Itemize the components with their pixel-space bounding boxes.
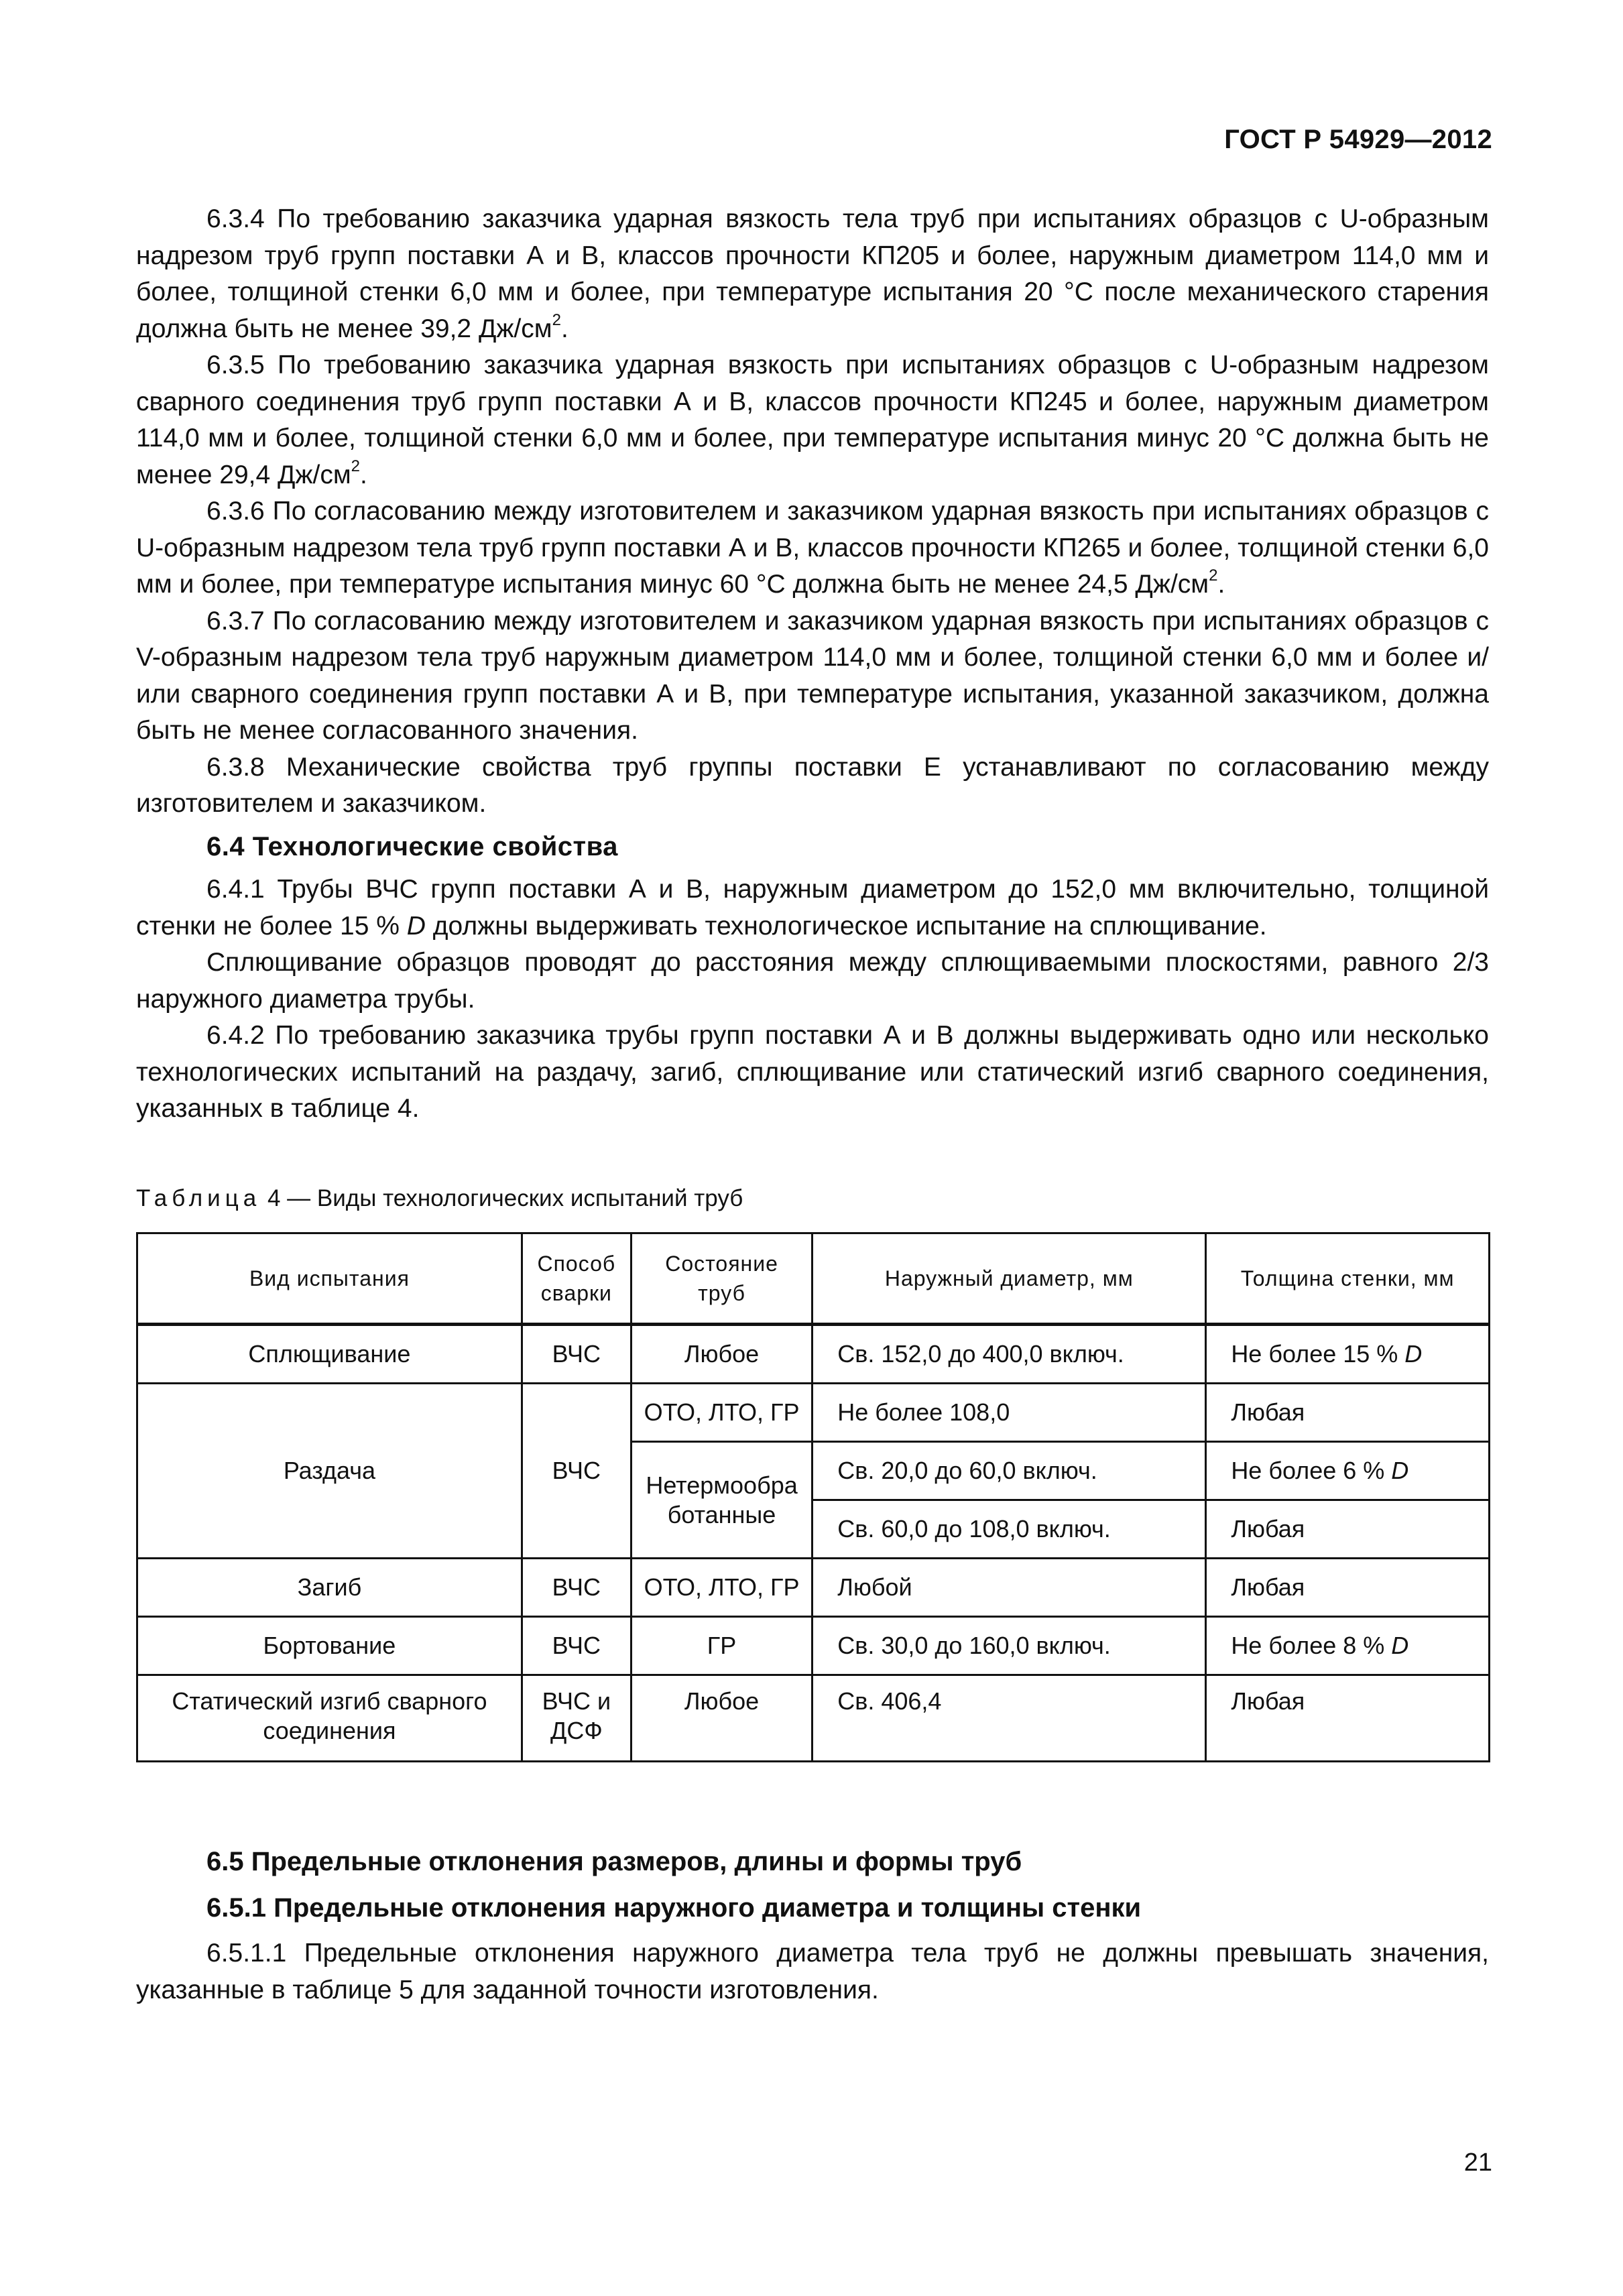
paragraph-text: 6.3.6 По согласованию между изготовителем и заказчиком ударная вязкость при испытаниях образцов с U-образным надрезом тела труб групп поставки А и В, классов прочности КП265 и более, толщиной стенки 6,0 мм и более, при температуре испытания минус 60 °С должна быть не менее 24,5 Дж/см — [136, 497, 1489, 599]
table-cell: Любое — [631, 1325, 812, 1384]
table-cell: ОТО, ЛТО, ГР — [631, 1559, 812, 1617]
table-cell: Бортование — [137, 1617, 522, 1675]
table-cell: Сплющивание — [137, 1325, 522, 1384]
table-cell: Любое — [631, 1675, 812, 1762]
paragraph-text: 6.3.4 По требованию заказчика ударная вязкость тела труб при испытаниях образцов с U-образным надрезом труб групп поставки А и В, классов прочности КП205 и более, наружным диаметром 114,0 мм и более, толщиной стенки 6,0 мм и более, при температуре испытания 20 °С после механического старения должна быть не менее 39,2 Дж/см — [136, 204, 1489, 343]
table-cell: ОТО, ЛТО, ГР — [631, 1384, 812, 1442]
table-cell: ВЧС — [522, 1384, 631, 1559]
table-cell: ГР — [631, 1617, 812, 1675]
table-cell: ВЧС — [522, 1617, 631, 1675]
table-cell: Раздача — [137, 1384, 522, 1559]
superscript: 2 — [351, 457, 361, 475]
paragraph-6-4-2: 6.4.2 По требованию заказчика трубы групп поставки А и В должны выдерживать одно или несколько технологических испытаний на раздачу, загиб, сплющивание или статический изгиб сварного соединения, указанных в таблице 4. — [136, 1021, 1489, 1123]
section-heading-6-4: 6.4 Технологические свойства — [206, 831, 618, 861]
section-heading-6-5: 6.5 Предельные отклонения размеров, длины и формы труб — [206, 1847, 1022, 1876]
page-number: 21 — [1463, 2149, 1492, 2177]
table-cell: Любая — [1206, 1384, 1490, 1442]
paragraph-6-4-1-second: Сплющивание образцов проводят до расстояния между сплющиваемыми плоскостями, равного 2/3 наружного диаметра трубы. — [136, 948, 1489, 1014]
table-cell: Св. 30,0 до 160,0 включ. — [813, 1617, 1206, 1675]
period: . — [360, 460, 367, 489]
paragraph-6-4-1 — [136, 871, 1489, 945]
period: . — [560, 314, 568, 343]
table-row — [137, 1675, 1490, 1762]
table-cell: Св. 60,0 до 108,0 включ. — [813, 1500, 1206, 1559]
cell-text: Не более 15 % — [1231, 1340, 1405, 1368]
section-heading-6-5-1: 6.5.1 Предельные отклонения наружного диаметра и толщины стенки — [206, 1892, 1142, 1923]
paragraph-text: должны выдерживать технологическое испытание на сплющивание. — [425, 911, 1267, 941]
table-row — [137, 1559, 1490, 1617]
table-header-cell: Состояние труб — [631, 1233, 812, 1325]
table-4 — [136, 1232, 1490, 1762]
table-cell: ВЧС и ДСФ — [522, 1675, 631, 1762]
table-cell: Любой — [813, 1559, 1206, 1617]
symbol-d: D — [1391, 1632, 1409, 1659]
table-caption-text: 4 — Виды технологических испытаний труб — [261, 1185, 743, 1211]
paragraph-6-5-1-1: 6.5.1.1 Предельные отклонения наружного диаметра тела труб не должны превышать значения, указанные в таблице 5 для заданной точности изготовления. — [136, 1939, 1489, 2004]
table-caption-word: Таблица — [136, 1185, 261, 1211]
body-text — [136, 201, 1489, 1128]
period: . — [1217, 570, 1225, 599]
table-cell — [1206, 1442, 1490, 1500]
paragraph-6-3-4 — [136, 201, 1489, 347]
table-cell: Св. 406,4 — [813, 1675, 1206, 1762]
table-cell: Нетермообработанные — [631, 1442, 812, 1559]
table-cell: ВЧС — [522, 1325, 631, 1384]
symbol-d: D — [406, 911, 426, 941]
paragraph-6-3-8: 6.3.8 Механические свойства труб группы поставки Е устанавливают по согласованию между изготовителем и заказчиком. — [136, 752, 1489, 818]
symbol-d: D — [1404, 1340, 1423, 1368]
symbol-d: D — [1391, 1457, 1409, 1484]
section-6-5 — [136, 1844, 1489, 2008]
paragraph-text: 6.3.5 По требованию заказчика ударная вязкость при испытаниях образцов с U-образным надрезом сварного соединения труб групп поставки А и В, классов прочности КП245 и более, наружным диаметром 114,0 мм и более, толщиной стенки 6,0 мм и более, при температуре испытания минус 20 °С должна быть не менее 29,4 Дж/см — [136, 351, 1489, 489]
table-row — [137, 1617, 1490, 1675]
table-header-cell: Наружный диаметр, мм — [813, 1233, 1206, 1325]
table-cell: Любая — [1206, 1559, 1490, 1617]
table-cell: Не более 108,0 — [813, 1384, 1206, 1442]
table-cell — [1206, 1325, 1490, 1384]
superscript: 2 — [552, 310, 561, 329]
table-cell: Статический изгиб сварного соединения — [137, 1675, 522, 1762]
paragraph-text: 6.4.1 Трубы ВЧС групп поставки А и В, наружным диаметром до 152,0 мм включительно, толщиной стенки не более 15 % — [136, 875, 1489, 941]
table-header-cell: Толщина стенки, мм — [1206, 1233, 1490, 1325]
table-cell — [1206, 1617, 1490, 1675]
table-cell: Загиб — [137, 1559, 522, 1617]
table-header-cell: Вид испытания — [137, 1233, 522, 1325]
table-header-cell: Способ сварки — [522, 1233, 631, 1325]
table-cell: Любая — [1206, 1500, 1490, 1559]
table-header-row — [137, 1233, 1490, 1325]
table-row — [137, 1325, 1490, 1384]
superscript: 2 — [1209, 566, 1218, 585]
cell-text: Не более 8 % — [1231, 1632, 1392, 1659]
document-header: ГОСТ Р 54929—2012 — [1224, 125, 1492, 154]
table-row — [137, 1384, 1490, 1442]
table-cell: ВЧС — [522, 1559, 631, 1617]
paragraph-6-3-5 — [136, 347, 1489, 493]
cell-text: Не более 6 % — [1231, 1457, 1392, 1484]
table-cell: Св. 152,0 до 400,0 включ. — [813, 1325, 1206, 1384]
paragraph-6-3-6 — [136, 493, 1489, 603]
table-cell: Любая — [1206, 1675, 1490, 1762]
paragraph-6-3-7: 6.3.7 По согласованию между изготовителем и заказчиком ударная вязкость при испытаниях образцов с V-образным надрезом тела труб наружным диаметром 114,0 мм и более, толщиной стенки 6,0 мм и более и/или сварного соединения групп поставки А и В, при температуре испытания, указанной заказчиком, должна быть не менее согласованного значения. — [136, 606, 1489, 745]
table-caption — [136, 1185, 743, 1212]
table-cell: Св. 20,0 до 60,0 включ. — [813, 1442, 1206, 1500]
